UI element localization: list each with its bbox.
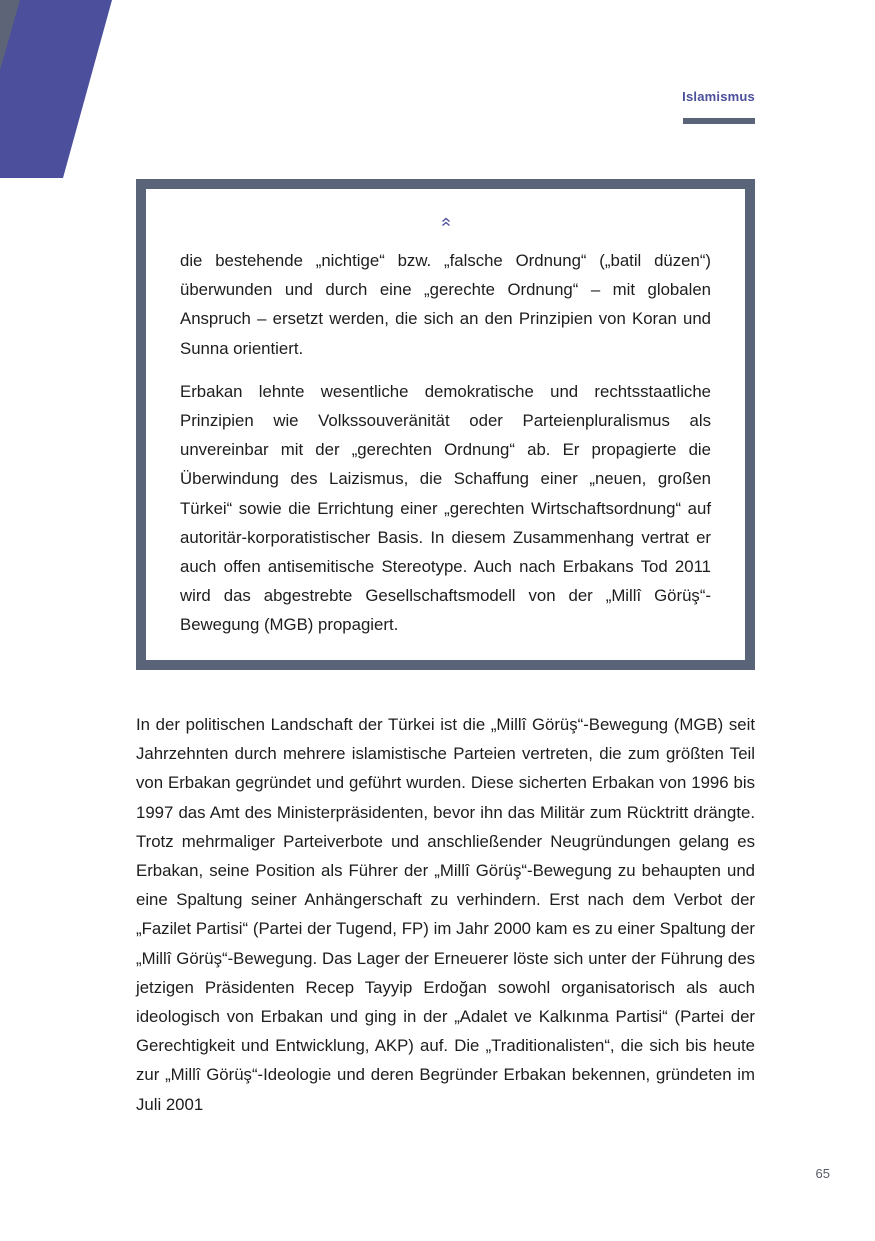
double-chevron-up-icon [146, 217, 745, 230]
info-box-text [180, 246, 711, 654]
section-label: Islamismus [682, 89, 755, 104]
info-box-paragraph-1: die bestehende „nichtige“ bzw. „falsche Ordnung“ („batil düzen“) überwunden und durch eine „gerechte Ordnung“ – mit globalen Anspruch – ersetzt werden, die sich an den Prinzipien von Koran und Sunna orientiert. [180, 251, 711, 358]
body-paragraph: In der politischen Landschaft der Türkei ist die „Millî Görüş“-Bewegung (MGB) seit Jahrzehnten durch mehrere islamistische Parteien vertreten, die zum größten Teil von Erbakan gegründet und geführt wurden. Diese sicherten Erbakan von 1996 bis 1997 das Amt des Ministerpräsidenten, bevor ihn das Militär zum Rücktritt drängte. Trotz mehrmaliger Parteiverbote und anschließender Neugründungen gelang es Erbakan, seine Position als Führer der „Millî Görüş“-Bewegung zu behaupten und eine Spaltung seiner Anhängerschaft zu verhindern. Erst nach dem Verbot der „Fazilet Partisi“ (Partei der Tugend, FP) im Jahr 2000 kam es zu einer Spaltung der „Millî Görüş“-Bewegung. Das Lager der Erneuerer löste sich unter der Führung des jetzigen Präsidenten Recep Tayyip Erdoğan sowohl organisatorisch als auch ideologisch von Erbakan und ging in der „Adalet ve Kalkınma Partisi“ (Partei der Gerechtigkeit und Entwicklung, AKP) auf. Die „Traditionalisten“, die sich bis heute zur „Millî Görüş“-Ideologie und deren Begründer Erbakan bekennen, gründeten im Juli 2001 [136, 715, 755, 1114]
page-number: 65 [815, 1166, 830, 1181]
body-text [136, 710, 755, 1119]
info-box-paragraph-2: Erbakan lehnte wesentliche demokratische und rechtsstaatliche Prinzipien wie Volkssouveränität oder Parteienpluralismus als unvereinbar mit der „gerechten Ordnung“ ab. Er propagierte die Überwindung des Laizismus, die Schaffung einer „neuen, großen Türkei“ sowie die Errichtung einer „gerechten Wirtschaftsordnung“ auf autoritär-korporatistischer Basis. In diesem Zusammenhang vertrat er auch offen antisemitische Stereotype. Auch nach Erbakans Tod 2011 wird das abgestrebte Gesellschaftsmodell von der „Millî Görüş“-Bewegung (MGB) propagiert. [180, 381, 711, 635]
corner-decoration [0, 0, 120, 180]
info-box [136, 179, 755, 670]
section-rule [683, 118, 755, 124]
